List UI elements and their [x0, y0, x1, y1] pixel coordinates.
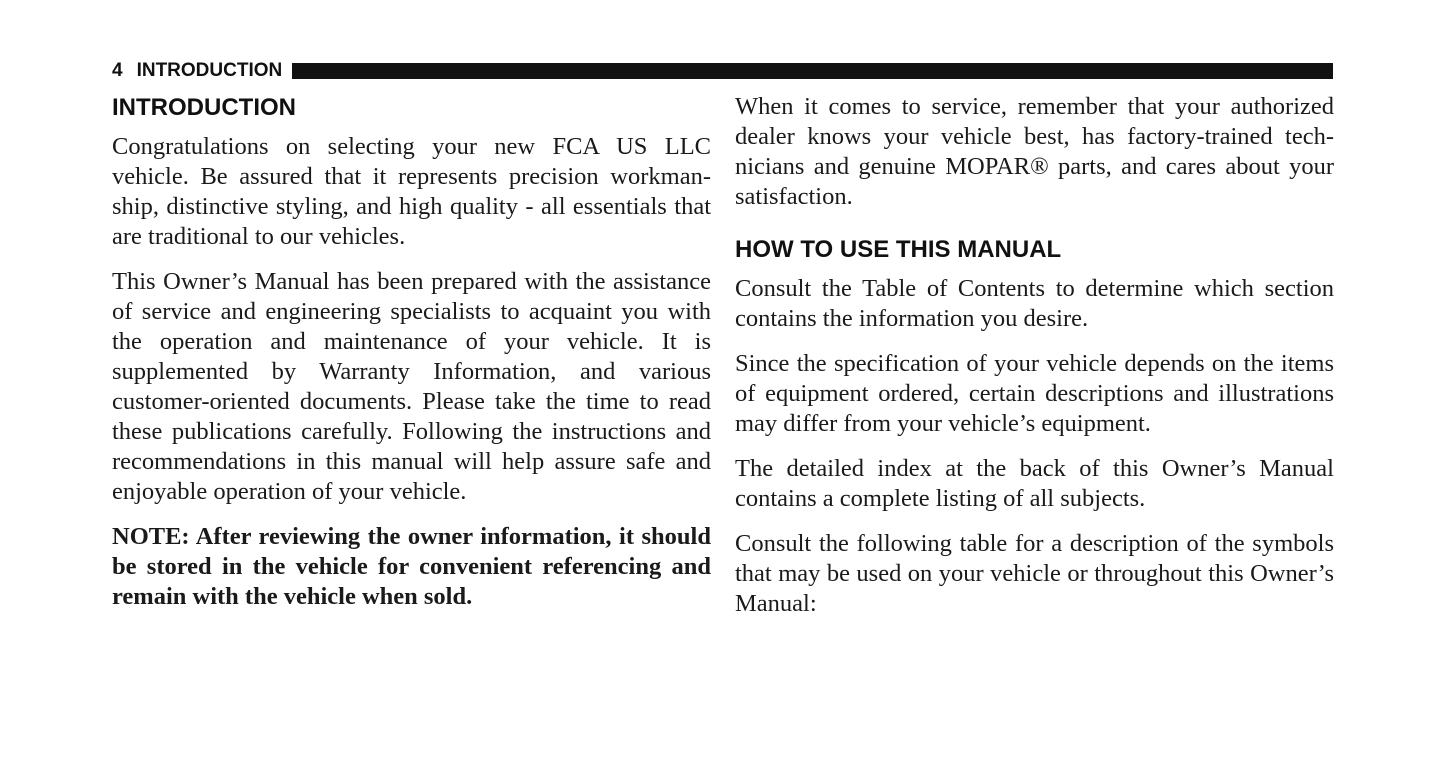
running-header-title: INTRODUCTION [136, 60, 283, 81]
paragraph-specification: Since the specification of your vehicle depends on the items of equipment ordered, certain descriptions and illustrations may differ from your vehicle’s equipment. [735, 350, 1334, 437]
running-header [112, 60, 1333, 82]
right-column [735, 92, 1334, 634]
paragraph-table-of-contents: Consult the Table of Contents to determine which section contains the information you desire. [735, 275, 1334, 332]
paragraph-symbols-table: Consult the following table for a description of the symbols that may be used on your vehicle or throughout this Owner’s Manual: [735, 530, 1334, 617]
page-number: 4 [112, 60, 123, 81]
paragraph-owners-manual: This Owner’s Manual has been prepared with the assistance of service and engineering specialists to acquaint you with the operation and maintenance of your vehicle. It is supplemented by Warranty Information, and various customer-oriented documents. Please take the time to read these publications carefully. Following the instructions and recommendations in this manual will help assure safe and enjoyable operation of your vehicle. [112, 268, 711, 505]
paragraph-congratulations: Congratulations on selecting your new FCA US LLC vehicle. Be assured that it represents precision workmanship, distinctive styling, and high quality - all essentials that are traditional to our vehicles. [112, 133, 711, 250]
header-rule [292, 63, 1333, 79]
paragraph-index: The detailed index at the back of this Owner’s Manual contains a complete listing of all subjects. [735, 455, 1334, 512]
section-heading-introduction: INTRODUCTION [112, 94, 296, 121]
note-paragraph: NOTE: After reviewing the owner information, it should be stored in the vehicle for convenient referencing and remain with the vehicle when sold. [112, 523, 711, 610]
left-column [112, 92, 711, 627]
section-heading-how-to-use: HOW TO USE THIS MANUAL [735, 236, 1062, 263]
paragraph-service: When it comes to service, remember that your authorized dealer knows your vehicle best, has factory-trained technicians and genuine MOPAR® parts, and cares about your satisfaction. [735, 93, 1334, 210]
